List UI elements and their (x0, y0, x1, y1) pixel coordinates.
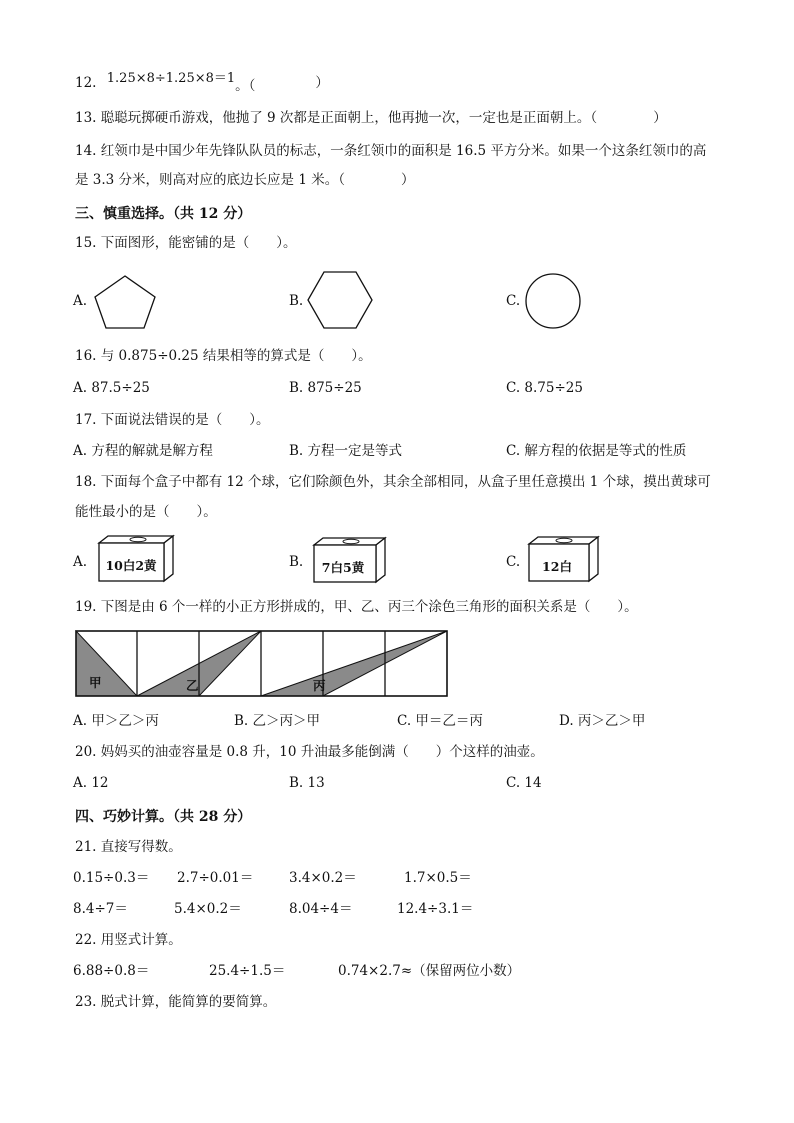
q18-option-b: B. (289, 554, 304, 570)
q21-r2-item-1: 8.4÷7＝ (73, 901, 128, 917)
q12-tail: 。（ (235, 78, 256, 94)
question-20: 20. 妈妈买的油壶容量是 0.8 升，10 升油最多能倒满（ ）个这样的油壶。 (75, 744, 544, 760)
question-14-line1: 14. 红领巾是中国少年先锋队队员的标志，一条红领巾的面积是 16.5 平方分米。如果一个这条红领巾的高 (75, 143, 707, 159)
triangle-label-yi: 乙 (186, 678, 199, 693)
q15-option-b: B. (289, 293, 304, 309)
q20-option-b: B. 13 (289, 775, 325, 791)
q13-text: 13. 聪聪玩掷硬币游戏，他抛了 9 次都是正面朝上，他再抛一次，一定也是正面朝上。（ (75, 110, 598, 126)
box-b-label: 7白5黄 (321, 560, 365, 575)
q22-item-1: 6.88÷0.8＝ (73, 963, 150, 979)
q12-expression: 1.25×8÷1.25×8＝1 (106, 71, 236, 86)
q17-option-c: C. 解方程的依据是等式的性质 (506, 443, 687, 459)
q15-option-a: A. (73, 293, 88, 309)
q15-option-c: C. (506, 293, 521, 309)
question-14-line2 (75, 171, 414, 189)
q12-number: 12. (75, 75, 97, 91)
q18-option-a: A. (73, 554, 88, 570)
question-18-line2: 能性最小的是（ ）。 (75, 504, 217, 520)
q21-r2-item-4: 12.4÷3.1＝ (397, 901, 474, 917)
question-16: 16. 与 0.875÷0.25 结果相等的算式是（ ）。 (75, 348, 372, 364)
pentagon-shape (92, 274, 158, 330)
section-4-title: 四、巧妙计算。（共 28 分） (75, 809, 252, 825)
q19-option-d: D. 丙＞乙＞甲 (559, 713, 646, 729)
q22-item-2: 25.4÷1.5＝ (209, 963, 286, 979)
question-12 (75, 71, 329, 94)
six-squares-figure (75, 630, 450, 700)
question-23: 23. 脱式计算，能简算的要简算。 (75, 994, 277, 1010)
q12-close-paren: ） (315, 75, 329, 91)
box-c-label: 12白 (542, 559, 572, 574)
section-3-title: 三、慎重选择。（共 12 分） (75, 206, 252, 222)
question-21: 21. 直接写得数。 (75, 839, 182, 855)
triangle-label-bing: 丙 (313, 678, 326, 693)
question-18-line1: 18. 下面每个盒子中都有 12 个球，它们除颜色外，其余全部相同，从盒子里任意摸出 1 个球，摸出黄球可 (75, 474, 711, 490)
question-22: 22. 用竖式计算。 (75, 932, 182, 948)
q21-r1-item-1: 0.15÷0.3＝ (73, 870, 150, 886)
q16-option-a: A. 87.5÷25 (73, 380, 150, 396)
q18-option-c: C. (506, 554, 521, 570)
q21-r1-item-3: 3.4×0.2＝ (289, 870, 357, 886)
q19-option-b: B. 乙＞丙＞甲 (234, 713, 321, 729)
hexagon-shape (306, 270, 374, 330)
question-13 (75, 109, 667, 127)
q17-option-b: B. 方程一定是等式 (289, 443, 403, 459)
question-17: 17. 下面说法错误的是（ ）。 (75, 412, 270, 428)
q21-r1-item-4: 1.7×0.5＝ (404, 870, 472, 886)
q17-option-a: A. 方程的解就是解方程 (73, 443, 213, 459)
q16-option-b: B. 875÷25 (289, 380, 362, 396)
q21-r2-item-2: 5.4×0.2＝ (174, 901, 242, 917)
q14-close-paren: ） (400, 172, 415, 188)
q20-option-c: C. 14 (506, 775, 542, 791)
q13-close-paren: ） (653, 110, 667, 126)
q21-r1-item-2: 2.7÷0.01＝ (177, 870, 254, 886)
q16-option-c: C. 8.75÷25 (506, 380, 583, 396)
q22-item-3: 0.74×2.7≈（保留两位小数） (338, 963, 521, 979)
q19-option-c: C. 甲＝乙＝丙 (397, 713, 483, 729)
q19-option-a: A. 甲＞乙＞丙 (73, 713, 159, 729)
circle-shape (524, 272, 582, 330)
q14-text: 是 3.3 分米，则高对应的底边长应是 1 米。（ (75, 172, 345, 188)
triangle-label-jia: 甲 (89, 675, 102, 690)
q20-option-a: A. 12 (73, 775, 109, 791)
question-19: 19. 下图是由 6 个一样的小正方形拼成的，甲、乙、丙三个涂色三角形的面积关系是（ ）。 (75, 599, 638, 615)
q21-r2-item-3: 8.04÷4＝ (289, 901, 353, 917)
question-15: 15. 下面图形，能密铺的是（ ）。 (75, 235, 297, 251)
box-a-label: 10白2黄 (105, 558, 157, 573)
